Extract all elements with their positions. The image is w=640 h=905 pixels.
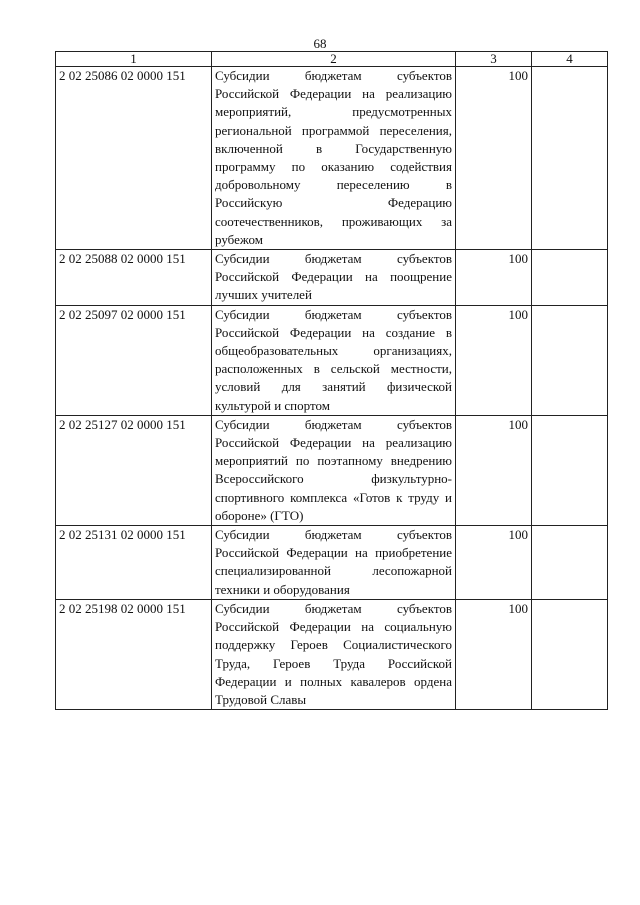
column-header-4: 4 xyxy=(532,52,608,67)
budget-description: Субсидии бюджетам субъектов Российской Федерации на создание в общеобразовательных организациях, расположенных в сельской местности, условий для занятий физической культурой и спортом xyxy=(212,305,456,415)
budget-description: Субсидии бюджетам субъектов Российской Федерации на приобретение специализированной лесопожарной техники и оборудования xyxy=(212,526,456,600)
table-row xyxy=(56,599,608,709)
budget-code: 2 02 25097 02 0000 151 xyxy=(56,305,212,415)
budget-amount: 100 xyxy=(456,305,532,415)
table-row xyxy=(56,305,608,415)
budget-code: 2 02 25086 02 0000 151 xyxy=(56,67,212,250)
budget-amount: 100 xyxy=(456,415,532,525)
budget-code: 2 02 25088 02 0000 151 xyxy=(56,250,212,306)
budget-col4 xyxy=(532,305,608,415)
budget-col4 xyxy=(532,526,608,600)
budget-code: 2 02 25127 02 0000 151 xyxy=(56,415,212,525)
budget-amount: 100 xyxy=(456,526,532,600)
column-header-2: 2 xyxy=(212,52,456,67)
table-row xyxy=(56,67,608,250)
budget-col4 xyxy=(532,599,608,709)
table-row xyxy=(56,250,608,306)
budget-col4 xyxy=(532,67,608,250)
budget-amount: 100 xyxy=(456,599,532,709)
budget-description: Субсидии бюджетам субъектов Российской Федерации на реализацию мероприятий, предусмотренных региональной программой переселения, включенной в Государственную программу по оказанию содействия добровольному переселению в Российскую Федерацию соотечественников, проживающих за рубежом xyxy=(212,67,456,250)
table-header-row xyxy=(56,52,608,67)
budget-col4 xyxy=(532,250,608,306)
budget-amount: 100 xyxy=(456,67,532,250)
budget-description: Субсидии бюджетам субъектов Российской Федерации на поощрение лучших учителей xyxy=(212,250,456,306)
budget-table xyxy=(55,51,608,710)
page-number: 68 xyxy=(313,36,327,51)
budget-amount: 100 xyxy=(456,250,532,306)
budget-code: 2 02 25198 02 0000 151 xyxy=(56,599,212,709)
budget-description: Субсидии бюджетам субъектов Российской Федерации на реализацию мероприятий по поэтапному внедрению Всероссийского физкультурно-спортивного комплекса «Готов к труду и обороне» (ГТО) xyxy=(212,415,456,525)
table-row xyxy=(56,415,608,525)
budget-col4 xyxy=(532,415,608,525)
column-header-3: 3 xyxy=(456,52,532,67)
budget-code: 2 02 25131 02 0000 151 xyxy=(56,526,212,600)
table-row xyxy=(56,526,608,600)
column-header-1: 1 xyxy=(56,52,212,67)
budget-description: Субсидии бюджетам субъектов Российской Федерации на социальную поддержку Героев Социалистического Труда, Героев Труда Российской Федерации и полных кавалеров ордена Трудовой Славы xyxy=(212,599,456,709)
